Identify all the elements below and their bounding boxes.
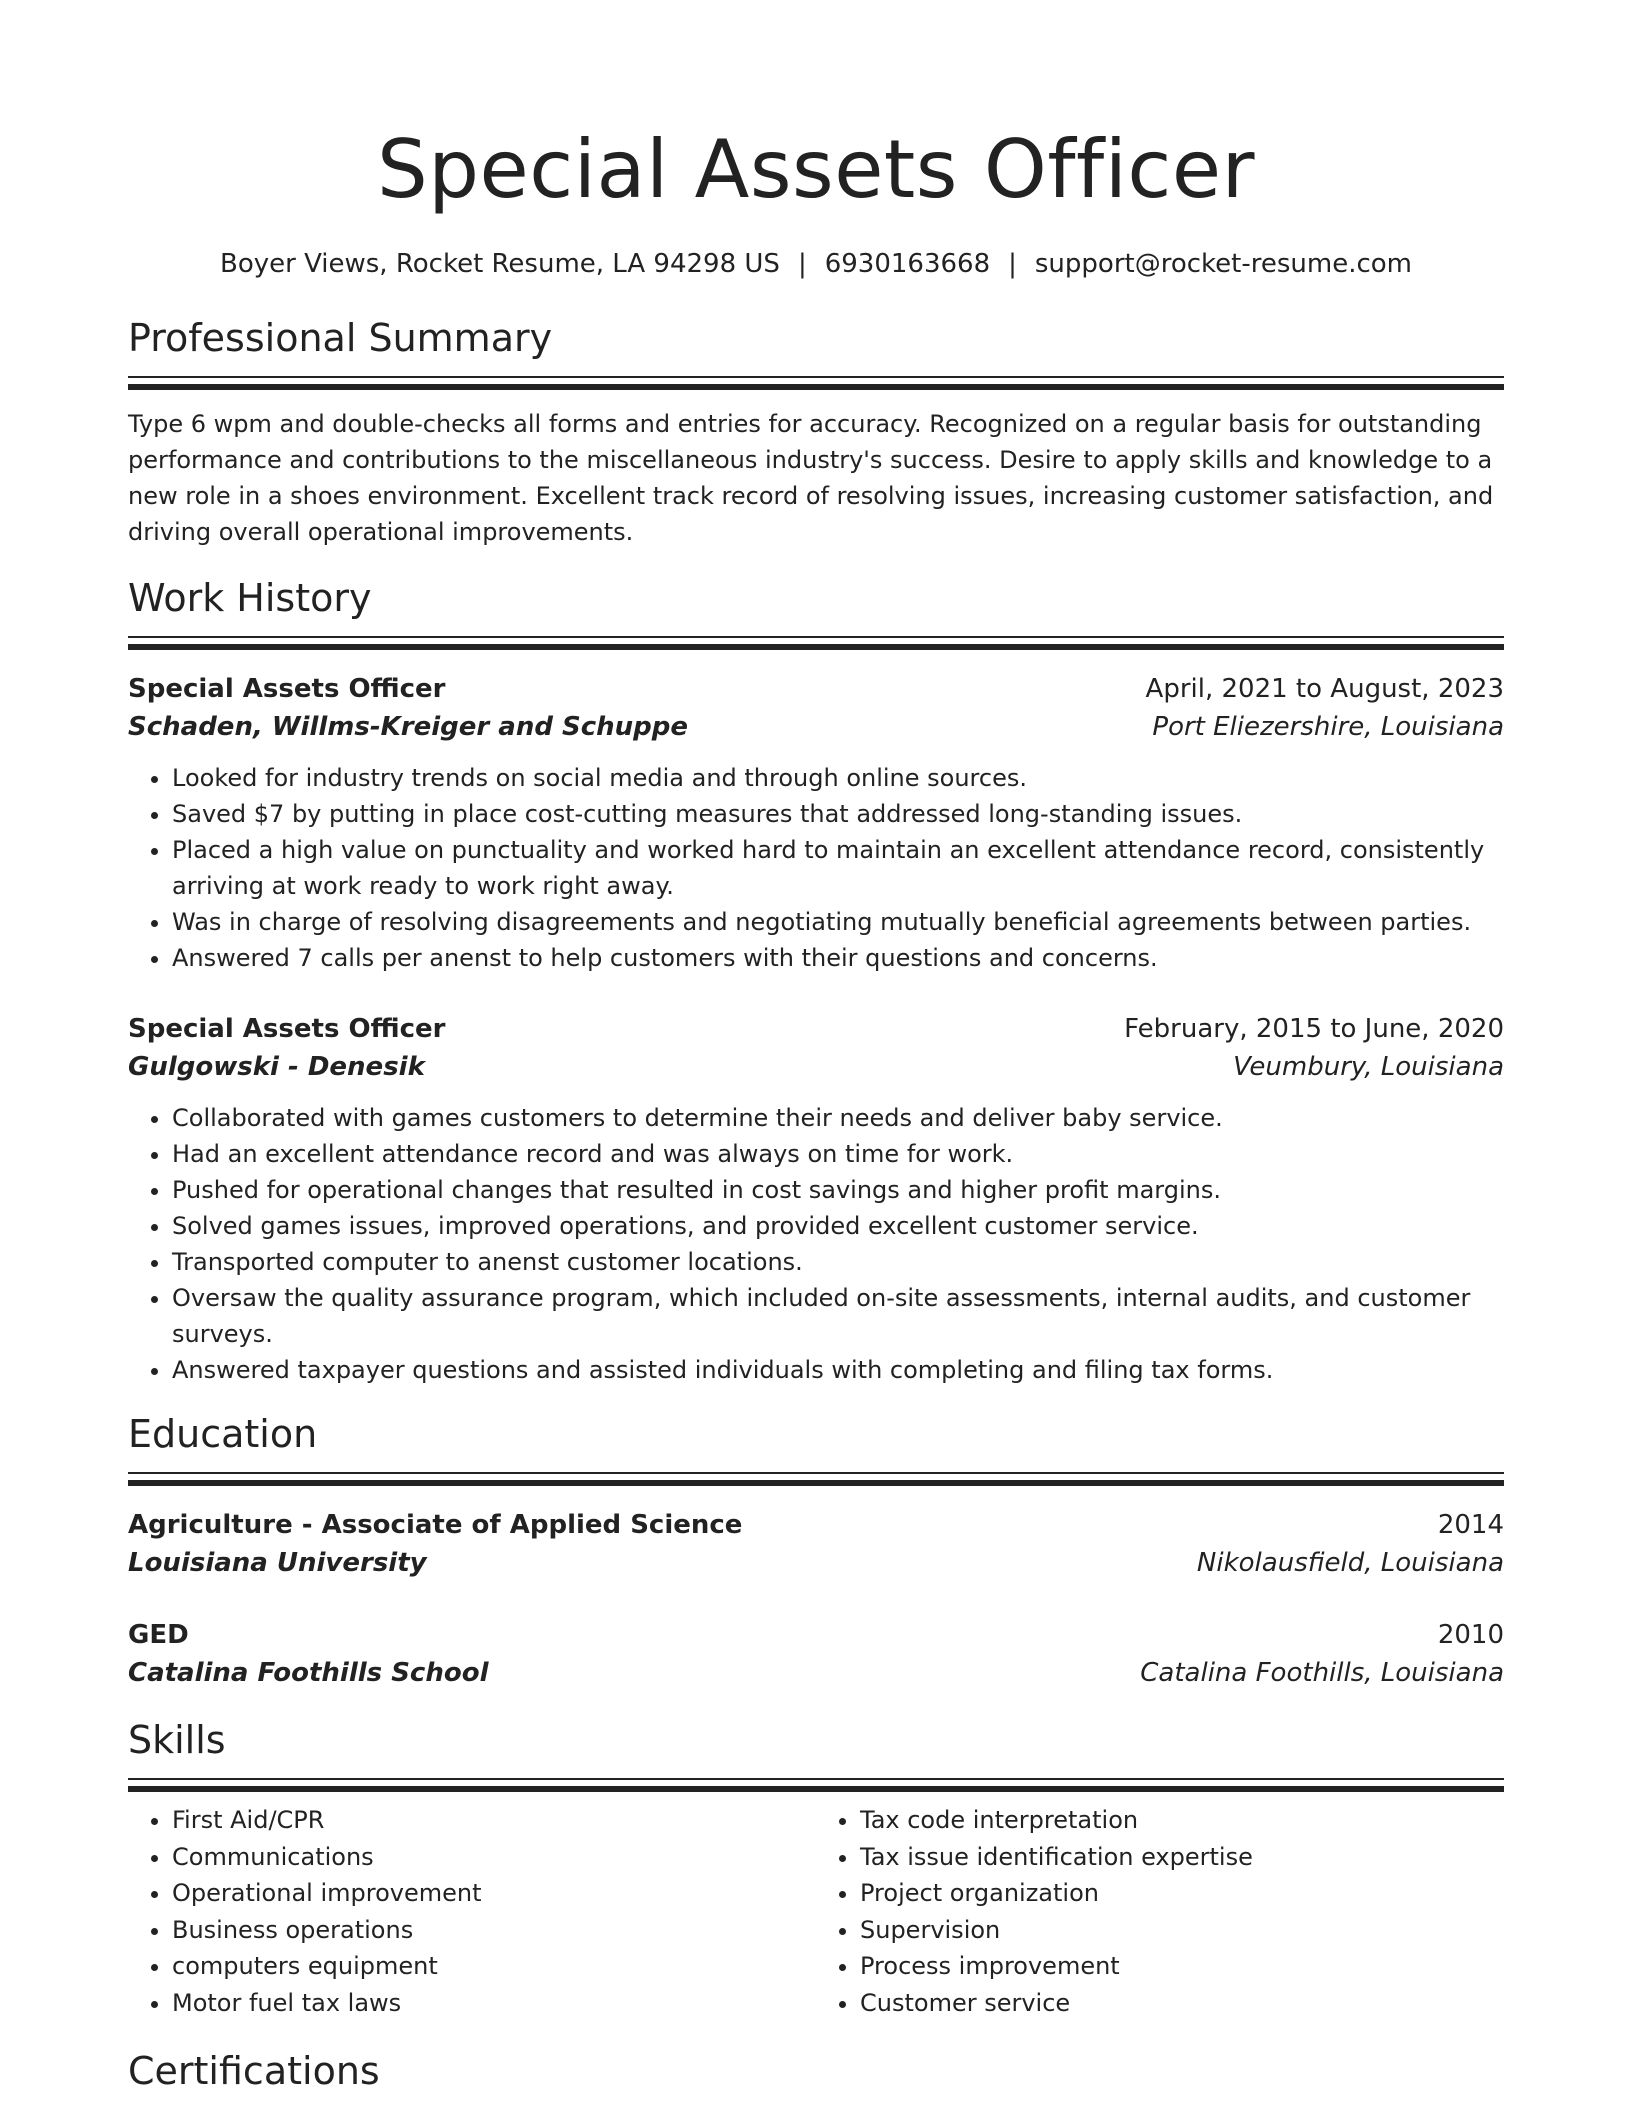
skill-item: • Communications <box>172 1839 816 1876</box>
education-entry <box>128 1506 1504 1582</box>
section-heading: Skills <box>128 1718 226 1762</box>
education-year: 2010 <box>1437 1620 1504 1650</box>
section-heading: Professional Summary <box>128 316 553 360</box>
skill-item: • First Aid/CPR <box>172 1802 816 1839</box>
section-divider <box>128 1778 1504 1792</box>
skill-item: • Operational improvement <box>172 1875 816 1912</box>
skills-list-left <box>128 1802 816 2021</box>
education-entry <box>128 1616 1504 1692</box>
skill-item: • Motor fuel tax laws <box>172 1985 816 2022</box>
job-entry <box>128 670 1504 976</box>
list-item: • Solved games issues, improved operations, and provided excellent customer service. <box>172 1208 1504 1244</box>
contact-address: Boyer Views, Rocket Resume, LA 94298 US <box>219 249 780 279</box>
section-heading: Education <box>128 1412 318 1456</box>
job-entry <box>128 1010 1504 1388</box>
list-item: • Transported computer to anenst customer locations. <box>172 1244 1504 1280</box>
degree: GED <box>128 1620 189 1650</box>
skill-item: • Customer service <box>860 1985 1504 2022</box>
job-title: Special Assets Officer <box>128 1014 446 1044</box>
job-location: Port Eliezershire, Louisiana <box>1152 712 1504 742</box>
list-item: • Saved $7 by putting in place cost-cutting measures that addressed long-standing issues. <box>172 796 1504 832</box>
section-heading: Work History <box>128 576 372 620</box>
job-bullets <box>128 1100 1504 1388</box>
job-title: Special Assets Officer <box>128 674 446 704</box>
certifications-section <box>128 2045 1504 2097</box>
degree: Agriculture - Associate of Applied Science <box>128 1510 743 1540</box>
list-item: • Answered 7 calls per anenst to help customers with their questions and concerns. <box>172 940 1504 976</box>
summary-section <box>128 312 1504 550</box>
skill-item: • Business operations <box>172 1912 816 1949</box>
school: Louisiana University <box>128 1548 427 1578</box>
section-divider <box>128 636 1504 650</box>
contact-line <box>128 246 1504 282</box>
list-item: • Oversaw the quality assurance program, which included on-site assessments, internal audits, and customer surveys. <box>172 1280 1504 1352</box>
contact-separator: | <box>1008 249 1017 279</box>
job-company: Gulgowski - Denesik <box>128 1052 425 1082</box>
skills-section <box>128 1714 1504 2021</box>
skill-item: • Supervision <box>860 1912 1504 1949</box>
section-divider <box>128 1472 1504 1486</box>
skills-list-right <box>816 1802 1504 2021</box>
education-year: 2014 <box>1437 1510 1504 1540</box>
list-item: • Was in charge of resolving disagreements and negotiating mutually beneficial agreements between parties. <box>172 904 1504 940</box>
skill-item: • computers equipment <box>172 1948 816 1985</box>
school-location: Nikolausfield, Louisiana <box>1196 1548 1504 1578</box>
summary-text: Type 6 wpm and double-checks all forms and entries for accuracy. Recognized on a regular basis for outstanding performance and contributions to the miscellaneous industry's success. Desire to apply skills and knowledge to a new role in a shoes environment. Excellent track record of resolving issues, increasing customer satisfaction, and driving overall operational improvements. <box>128 410 1494 546</box>
skill-item: • Tax issue identification expertise <box>860 1839 1504 1876</box>
skill-item: • Process improvement <box>860 1948 1504 1985</box>
contact-separator: | <box>797 249 807 279</box>
job-location: Veumbury, Louisiana <box>1233 1052 1504 1082</box>
contact-email: support@rocket-resume.com <box>1034 249 1412 279</box>
skills-columns <box>128 1802 1504 2021</box>
job-dates: April, 2021 to August, 2023 <box>1145 674 1504 704</box>
job-bullets <box>128 760 1504 976</box>
contact-phone: 6930163668 <box>824 249 991 279</box>
job-company: Schaden, Willms-Kreiger and Schuppe <box>128 712 689 742</box>
skill-item: • Project organization <box>860 1875 1504 1912</box>
list-item: • Placed a high value on punctuality and worked hard to maintain an excellent attendance record, consistently arriving at work ready to work right away. <box>172 832 1504 904</box>
resume-title: Special Assets Officer <box>376 123 1256 216</box>
job-dates: February, 2015 to June, 2020 <box>1124 1014 1504 1044</box>
list-item: • Had an excellent attendance record and was always on time for work. <box>172 1136 1504 1172</box>
school: Catalina Foothills School <box>128 1658 489 1688</box>
list-item: • Collaborated with games customers to determine their needs and deliver baby service. <box>172 1100 1504 1136</box>
skill-item: • Tax code interpretation <box>860 1802 1504 1839</box>
work-history-section <box>128 572 1504 1388</box>
education-section <box>128 1408 1504 1692</box>
school-location: Catalina Foothills, Louisiana <box>1140 1658 1504 1688</box>
section-divider <box>128 376 1504 390</box>
section-heading: Certifications <box>128 2049 380 2093</box>
list-item: • Answered taxpayer questions and assisted individuals with completing and filing tax forms. <box>172 1352 1504 1388</box>
list-item: • Looked for industry trends on social media and through online sources. <box>172 760 1504 796</box>
list-item: • Pushed for operational changes that resulted in cost savings and higher profit margins. <box>172 1172 1504 1208</box>
